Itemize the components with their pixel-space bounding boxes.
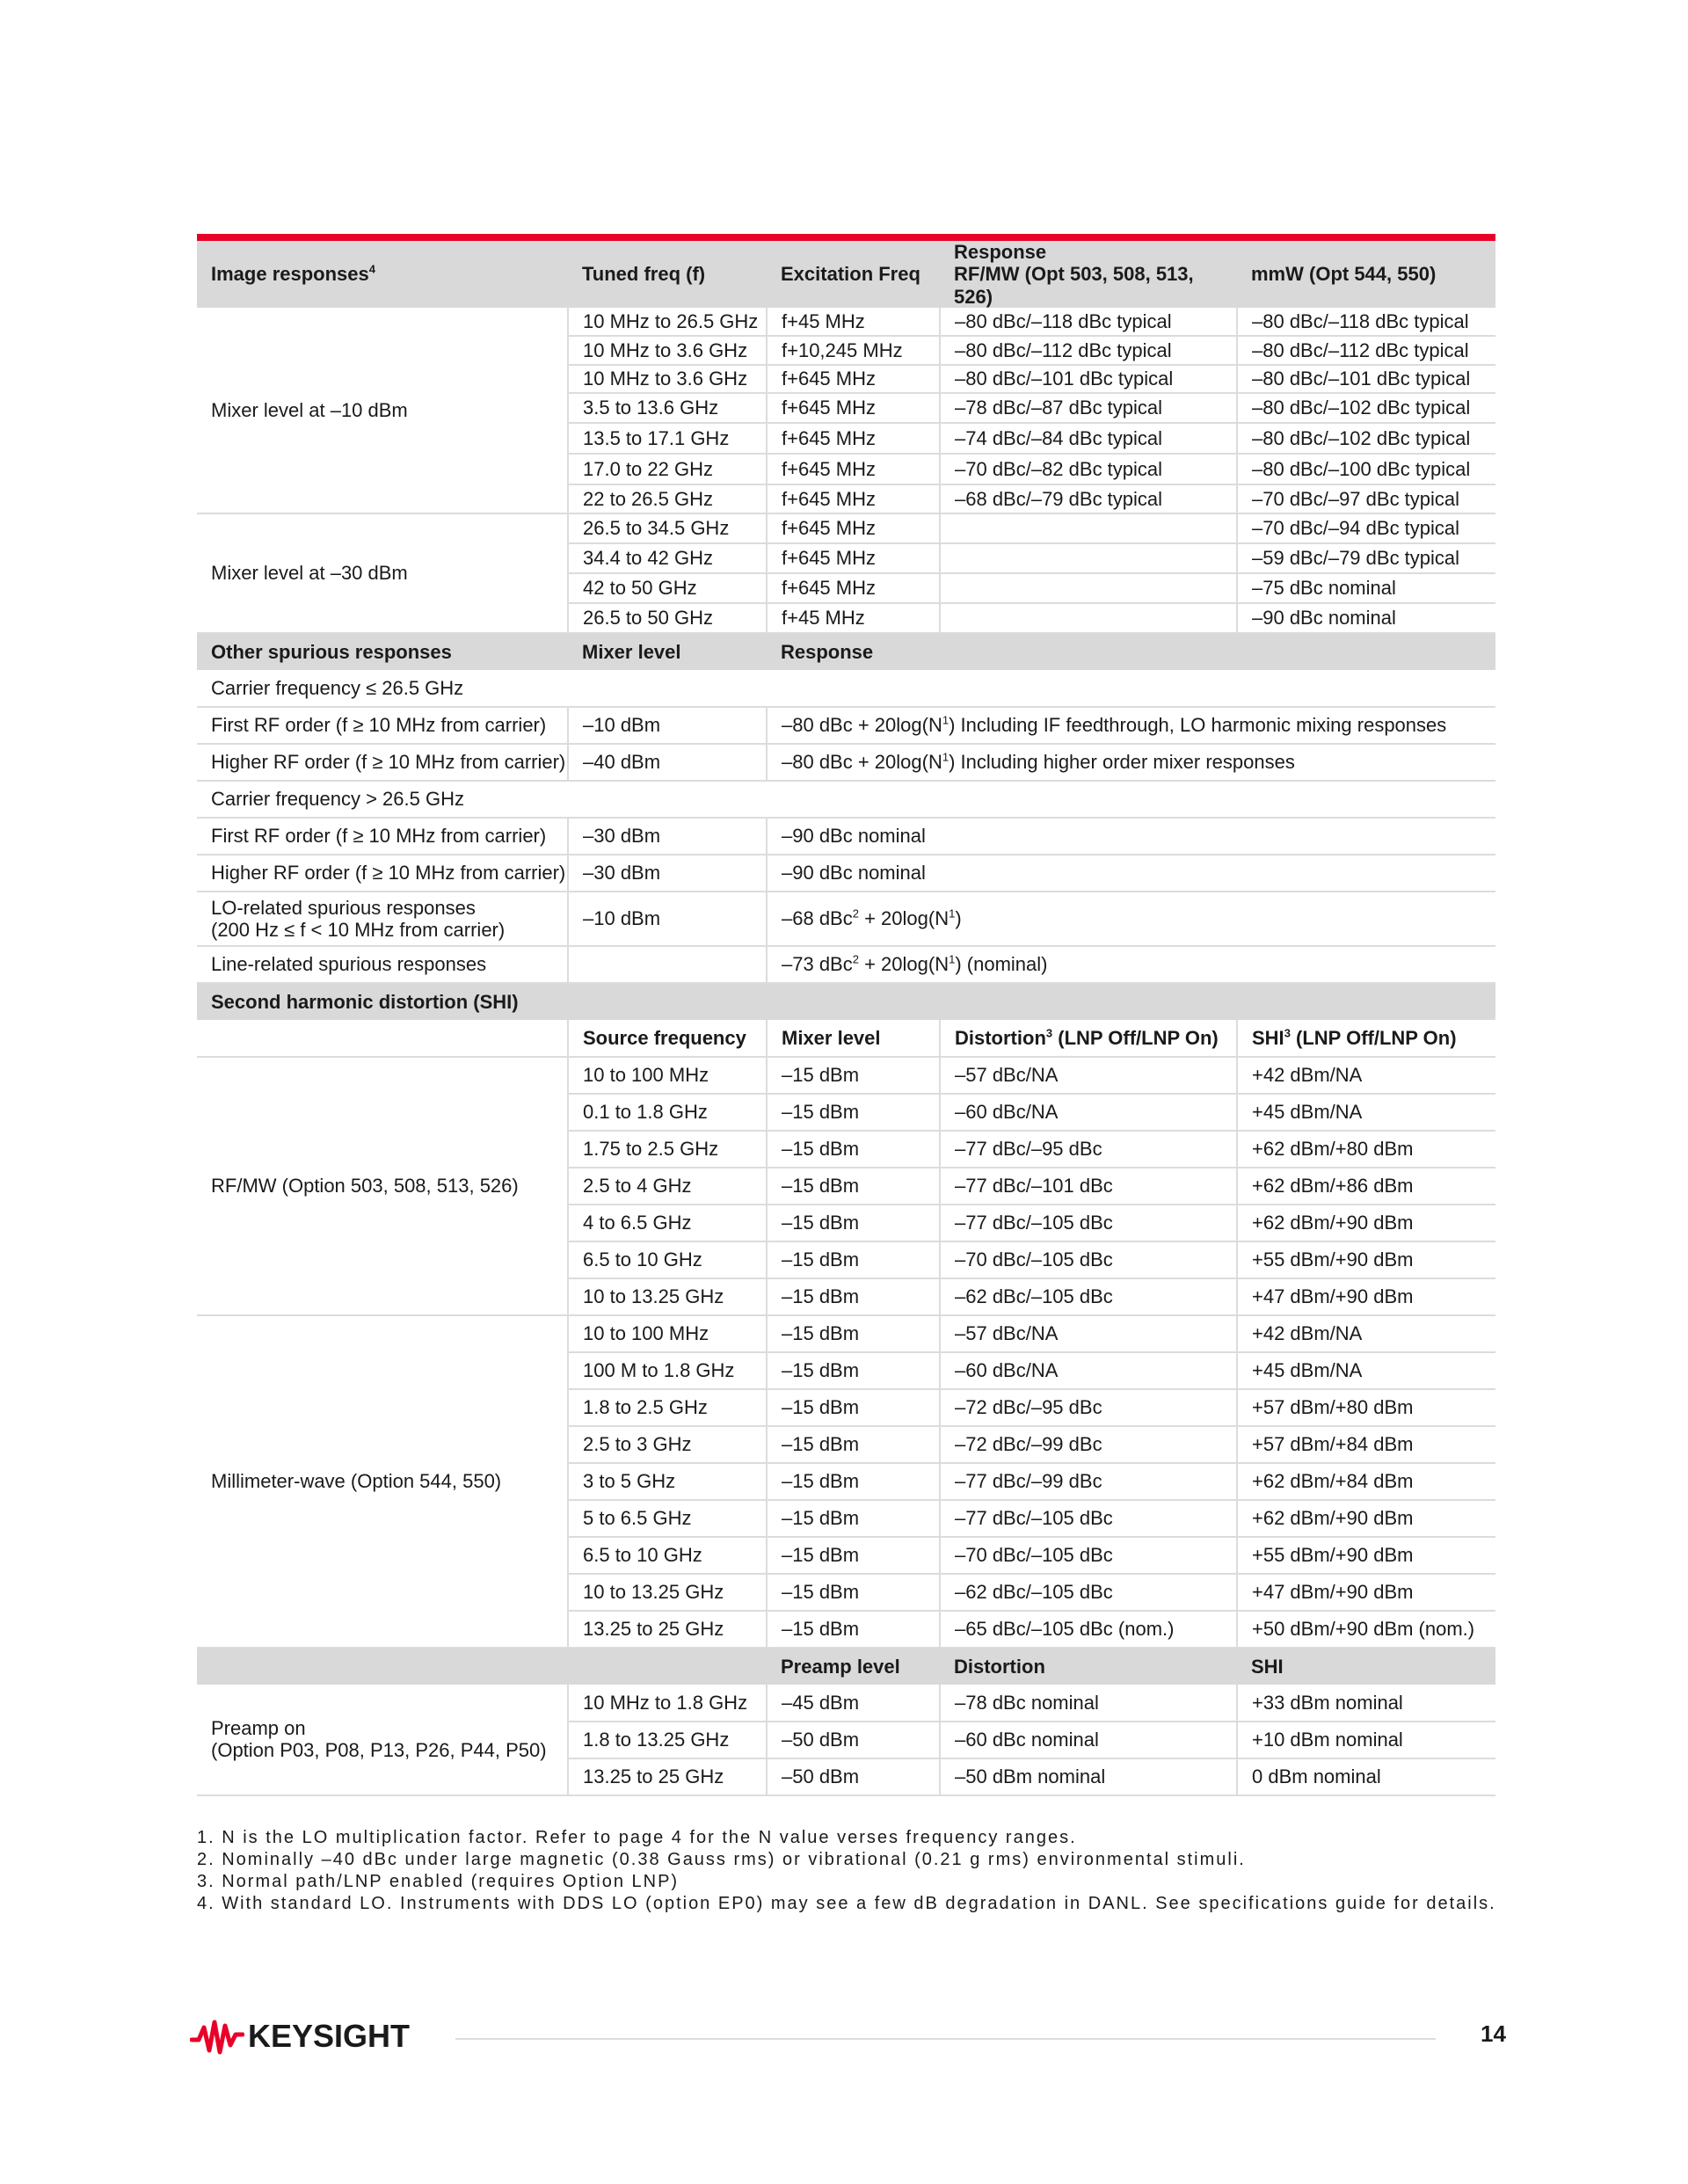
footnote-ref: 2: [852, 952, 859, 966]
preamp-level-cell: –50 dBm: [767, 1758, 940, 1795]
preamp-level-cell: –45 dBm: [767, 1685, 940, 1722]
shi-value-cell: +62 dBm/+80 dBm: [1237, 1131, 1495, 1168]
source-frequency-cell: 4 to 6.5 GHz: [568, 1205, 767, 1241]
mixer-level-cell: –15 dBm: [767, 1131, 940, 1168]
mixer-level-cell: –15 dBm: [767, 1094, 940, 1131]
text-part: ) Including IF feedthrough, LO harmonic mixing responses: [949, 714, 1447, 737]
shi-value-cell: +57 dBm/+80 dBm: [1237, 1389, 1495, 1426]
shi-value-cell: +55 dBm/+90 dBm: [1237, 1537, 1495, 1574]
image-response-row: [197, 308, 1495, 336]
tuned-freq-cell: 34.4 to 42 GHz: [568, 543, 767, 573]
tuned-freq-cell: 26.5 to 34.5 GHz: [568, 513, 767, 543]
source-frequency-header: Source frequency: [568, 1020, 767, 1057]
mixer-level-cell: –15 dBm: [767, 1352, 940, 1389]
distortion-cell: –77 dBc/–95 dBc: [940, 1131, 1237, 1168]
label-line: LO-related spurious responses: [211, 896, 476, 919]
mixer-level-cell: –10 dBm: [568, 707, 767, 744]
source-frequency-cell: 13.25 to 25 GHz: [568, 1611, 767, 1648]
source-frequency-cell: 6.5 to 10 GHz: [568, 1537, 767, 1574]
lo-related-row: [197, 892, 1495, 946]
shi-value-cell: +62 dBm/+90 dBm: [1237, 1205, 1495, 1241]
other-spurious-title: Other spurious responses: [197, 633, 568, 670]
tuned-freq-cell: 10 MHz to 26.5 GHz: [568, 308, 767, 336]
spur-label: Higher RF order (f ≥ 10 MHz from carrier): [197, 744, 568, 781]
distortion-cell: –78 dBc nominal: [940, 1685, 1237, 1722]
mixer-level-cell: –15 dBm: [767, 1574, 940, 1611]
source-frequency-cell: 10 to 13.25 GHz: [568, 1278, 767, 1315]
shi-subheader: [197, 1020, 1495, 1057]
mmw-response-cell: –59 dBc/–79 dBc typical: [1237, 543, 1495, 573]
higher-rf-order-row: [197, 744, 1495, 781]
footer-rule: [455, 2038, 1436, 2040]
mmw-response-cell: –80 dBc/–100 dBc typical: [1237, 454, 1495, 484]
source-frequency-cell: 10 to 100 MHz: [568, 1057, 767, 1094]
mmw-response-cell: –70 dBc/–94 dBc typical: [1237, 513, 1495, 543]
response-mmw-header: mmW (Opt 544, 550): [1237, 241, 1495, 308]
spec-sheet: [197, 234, 1495, 1796]
rfmw-response-cell: –68 dBc/–79 dBc typical: [940, 484, 1237, 513]
tuned-freq-cell: 10 MHz to 3.6 GHz: [568, 336, 767, 365]
line-related-row: [197, 946, 1495, 983]
keysight-wave-icon: [190, 2017, 244, 2056]
mixer-level-header: Mixer level: [568, 633, 767, 670]
source-frequency-cell: 10 MHz to 1.8 GHz: [568, 1685, 767, 1722]
page-number: 14: [1481, 2020, 1506, 2047]
distortion-cell: –60 dBc/NA: [940, 1352, 1237, 1389]
rfmw-response-cell: –70 dBc/–82 dBc typical: [940, 454, 1237, 484]
first-rf-order-row: [197, 707, 1495, 744]
mmw-response-cell: –80 dBc/–101 dBc typical: [1237, 365, 1495, 393]
mixer-level-cell: –15 dBm: [767, 1241, 940, 1278]
mixer-level-cell: –15 dBm: [767, 1057, 940, 1094]
text-part: ) Including higher order mixer responses: [949, 751, 1295, 774]
shi-value-cell: +10 dBm nominal: [1237, 1722, 1495, 1758]
footnote: 3. Normal path/LNP enabled (requires Option LNP): [197, 1872, 680, 1891]
shi-value-cell: +62 dBm/+84 dBm: [1237, 1463, 1495, 1500]
keysight-logo: [190, 2017, 410, 2056]
footnote-ref: 1: [949, 906, 956, 921]
text-part: SHI: [1252, 1026, 1284, 1049]
mixer-level-cell: –15 dBm: [767, 1168, 940, 1205]
distortion-cell: –57 dBc/NA: [940, 1315, 1237, 1352]
excitation-freq-cell: f+645 MHz: [767, 513, 940, 543]
text-part: –68 dBc: [782, 907, 853, 930]
shi-value-cell: +50 dBm/+90 dBm (nom.): [1237, 1611, 1495, 1648]
response-rfmw-header: Response RF/MW (Opt 503, 508, 513, 526): [940, 241, 1237, 308]
mmw-response-cell: –80 dBc/–102 dBc typical: [1237, 423, 1495, 454]
shi-row: [197, 1315, 1495, 1352]
mixer-level-cell: –15 dBm: [767, 1278, 940, 1315]
distortion-cell: –50 dBm nominal: [940, 1758, 1237, 1795]
footnote-ref: 2: [852, 906, 859, 921]
footnotes: [197, 1827, 1498, 1915]
shi-value-cell: +45 dBm/NA: [1237, 1352, 1495, 1389]
rfmw-option-label: RF/MW (Option 503, 508, 513, 526): [197, 1057, 568, 1315]
shi-value-cell: +42 dBm/NA: [1237, 1315, 1495, 1352]
text-part: ): [955, 907, 962, 930]
mixer-level-cell: –15 dBm: [767, 1426, 940, 1463]
response-cell: [767, 892, 1495, 946]
tuned-freq-cell: 22 to 26.5 GHz: [568, 484, 767, 513]
rfmw-response-cell: –74 dBc/–84 dBc typical: [940, 423, 1237, 454]
distortion-cell: –77 dBc/–101 dBc: [940, 1168, 1237, 1205]
image-responses-header: [197, 241, 1495, 308]
higher-rf-order-row: [197, 855, 1495, 892]
rfmw-response-cell: [940, 543, 1237, 573]
mixer-level-cell: –15 dBm: [767, 1500, 940, 1537]
footnote-ref: 1: [942, 713, 950, 727]
tuned-freq-cell: 42 to 50 GHz: [568, 573, 767, 603]
excitation-freq-cell: f+45 MHz: [767, 308, 940, 336]
distortion-cell: –77 dBc/–105 dBc: [940, 1205, 1237, 1241]
label-line: (Option P03, P08, P13, P26, P44, P50): [211, 1739, 547, 1762]
mmw-response-cell: –80 dBc/–102 dBc typical: [1237, 393, 1495, 423]
distortion-cell: –65 dBc/–105 dBc (nom.): [940, 1611, 1237, 1648]
text-part: + 20log(N: [858, 907, 950, 930]
mmw-response-cell: –80 dBc/–112 dBc typical: [1237, 336, 1495, 365]
tuned-freq-cell: 13.5 to 17.1 GHz: [568, 423, 767, 454]
mixer-level-cell: –15 dBm: [767, 1315, 940, 1352]
mixer-level-cell: –30 dBm: [568, 818, 767, 855]
distortion-cell: –77 dBc/–105 dBc: [940, 1500, 1237, 1537]
shi-value-cell: +45 dBm/NA: [1237, 1094, 1495, 1131]
header-accent-bar: [197, 234, 1495, 241]
shi-header: [197, 983, 1495, 1020]
rfmw-response-cell: –80 dBc/–118 dBc typical: [940, 308, 1237, 336]
mixer-level-cell: –15 dBm: [767, 1389, 940, 1426]
rfmw-response-cell: –80 dBc/–112 dBc typical: [940, 336, 1237, 365]
mixer-level-label: Mixer level at –10 dBm: [197, 308, 568, 513]
mixer-level-cell: –30 dBm: [568, 855, 767, 892]
text-part: ) (nominal): [955, 953, 1048, 976]
distortion-cell: –70 dBc/–105 dBc: [940, 1537, 1237, 1574]
excitation-freq-cell: f+645 MHz: [767, 573, 940, 603]
mixer-level-cell: –15 dBm: [767, 1205, 940, 1241]
shi-value-cell: +62 dBm/+90 dBm: [1237, 1500, 1495, 1537]
preamp-label: [197, 1685, 568, 1795]
source-frequency-cell: 2.5 to 3 GHz: [568, 1426, 767, 1463]
response-cell: –90 dBc nominal: [767, 818, 1495, 855]
image-responses-title: Image responses$^4$: [197, 241, 568, 308]
source-frequency-cell: 13.25 to 25 GHz: [568, 1758, 767, 1795]
source-frequency-cell: 2.5 to 4 GHz: [568, 1168, 767, 1205]
response-cell: [767, 744, 1495, 781]
shi-value-cell: +57 dBm/+84 dBm: [1237, 1426, 1495, 1463]
excitation-freq-cell: f+645 MHz: [767, 393, 940, 423]
source-frequency-cell: 10 to 13.25 GHz: [568, 1574, 767, 1611]
source-frequency-cell: 6.5 to 10 GHz: [568, 1241, 767, 1278]
blank-cell: [197, 1020, 568, 1057]
carrier-frequency-label: Carrier frequency > 26.5 GHz: [197, 781, 1495, 818]
rfmw-response-cell: –80 dBc/–101 dBc typical: [940, 365, 1237, 393]
preamp-level-cell: –50 dBm: [767, 1722, 940, 1758]
excitation-freq-cell: f+645 MHz: [767, 365, 940, 393]
spur-label: Line-related spurious responses: [197, 946, 568, 983]
spur-label: [197, 892, 568, 946]
blank-cell: [197, 1648, 568, 1685]
shi-row: [197, 1057, 1495, 1094]
tuned-freq-cell: 26.5 to 50 GHz: [568, 603, 767, 633]
distortion-cell: –57 dBc/NA: [940, 1057, 1237, 1094]
source-frequency-cell: 3 to 5 GHz: [568, 1463, 767, 1500]
shi-value-cell: +47 dBm/+90 dBm: [1237, 1278, 1495, 1315]
response-cell: –90 dBc nominal: [767, 855, 1495, 892]
response-cell: [767, 946, 1495, 983]
footnote-ref: 1: [942, 750, 950, 764]
source-frequency-cell: 10 to 100 MHz: [568, 1315, 767, 1352]
distortion-cell: –72 dBc/–99 dBc: [940, 1426, 1237, 1463]
mixer-level-cell: –40 dBm: [568, 744, 767, 781]
distortion-cell: –60 dBc/NA: [940, 1094, 1237, 1131]
mmw-response-cell: –90 dBc nominal: [1237, 603, 1495, 633]
source-frequency-cell: 1.75 to 2.5 GHz: [568, 1131, 767, 1168]
shi-value-cell: +55 dBm/+90 dBm: [1237, 1241, 1495, 1278]
shi-value-cell: +47 dBm/+90 dBm: [1237, 1574, 1495, 1611]
text-part: Distortion: [955, 1026, 1046, 1049]
excitation-freq-cell: f+645 MHz: [767, 484, 940, 513]
label-line: Preamp on: [211, 1717, 306, 1740]
distortion-header: [940, 1020, 1237, 1057]
text-part: + 20log(N: [858, 953, 950, 976]
footnote-ref: 1: [949, 952, 956, 966]
response-cell: [767, 707, 1495, 744]
spur-label: First RF order (f ≥ 10 MHz from carrier): [197, 818, 568, 855]
rfmw-response-cell: –78 dBc/–87 dBc typical: [940, 393, 1237, 423]
distortion-cell: –62 dBc/–105 dBc: [940, 1278, 1237, 1315]
spur-label: Higher RF order (f ≥ 10 MHz from carrier): [197, 855, 568, 892]
mixer-level-cell: –15 dBm: [767, 1611, 940, 1648]
source-frequency-cell: 1.8 to 13.25 GHz: [568, 1722, 767, 1758]
preamp-level-header: Preamp level: [767, 1648, 940, 1685]
tuned-freq-cell: 3.5 to 13.6 GHz: [568, 393, 767, 423]
distortion-cell: –70 dBc/–105 dBc: [940, 1241, 1237, 1278]
rfmw-response-cell: [940, 603, 1237, 633]
footnote-ref: 3: [1045, 1026, 1053, 1040]
excitation-freq-cell: f+45 MHz: [767, 603, 940, 633]
image-response-row: [197, 513, 1495, 543]
footnote: 4. With standard LO. Instruments with DDS LO (option EP0) may see a few dB degradation in DANL. See specifications guide for details.: [197, 1894, 1496, 1913]
mixer-level-cell: –15 dBm: [767, 1463, 940, 1500]
shi-value-cell: +62 dBm/+86 dBm: [1237, 1168, 1495, 1205]
response-header: Response: [767, 633, 1495, 670]
rfmw-response-cell: [940, 513, 1237, 543]
mixer-level-cell: –10 dBm: [568, 892, 767, 946]
carrier-frequency-label: Carrier frequency ≤ 26.5 GHz: [197, 670, 1495, 707]
mmw-response-cell: –75 dBc nominal: [1237, 573, 1495, 603]
excitation-freq-cell: f+10,245 MHz: [767, 336, 940, 365]
excitation-freq-cell: f+645 MHz: [767, 454, 940, 484]
distortion-cell: –77 dBc/–99 dBc: [940, 1463, 1237, 1500]
shi-title: Second harmonic distortion (SHI): [197, 983, 1495, 1020]
blank-cell: [568, 1648, 767, 1685]
shi-value-cell: +33 dBm nominal: [1237, 1685, 1495, 1722]
mixer-level-label: Mixer level at –30 dBm: [197, 513, 568, 633]
spec-table-body: [197, 241, 1495, 1795]
mixer-level-cell: –15 dBm: [767, 1537, 940, 1574]
brand-name: KEYSIGHT: [248, 2018, 411, 2054]
excitation-freq-cell: f+645 MHz: [767, 543, 940, 573]
label-line: (200 Hz ≤ f < 10 MHz from carrier): [211, 918, 506, 941]
source-frequency-cell: 1.8 to 2.5 GHz: [568, 1389, 767, 1426]
mmw-response-cell: –70 dBc/–97 dBc typical: [1237, 484, 1495, 513]
tuned-freq-cell: 10 MHz to 3.6 GHz: [568, 365, 767, 393]
source-frequency-cell: 100 M to 1.8 GHz: [568, 1352, 767, 1389]
millimeter-wave-label: Millimeter-wave (Option 544, 550): [197, 1315, 568, 1648]
excitation-freq-cell: f+645 MHz: [767, 423, 940, 454]
text-part: –80 dBc + 20log(N: [782, 714, 942, 737]
shi-value-cell: +42 dBm/NA: [1237, 1057, 1495, 1094]
text-part: (LNP Off/LNP On): [1290, 1026, 1457, 1049]
first-rf-order-row: [197, 818, 1495, 855]
preamp-row: [197, 1685, 1495, 1722]
footnote: 1. N is the LO multiplication factor. Refer to page 4 for the N value verses frequency ranges.: [197, 1828, 1077, 1847]
source-frequency-cell: 5 to 6.5 GHz: [568, 1500, 767, 1537]
source-frequency-cell: 0.1 to 1.8 GHz: [568, 1094, 767, 1131]
spur-label: First RF order (f ≥ 10 MHz from carrier): [197, 707, 568, 744]
text-part: (LNP Off/LNP On): [1052, 1026, 1219, 1049]
page-footer: [190, 2017, 1512, 2070]
tuned-freq-header: Tuned freq (f): [568, 241, 767, 308]
tuned-freq-cell: 17.0 to 22 GHz: [568, 454, 767, 484]
carrier-frequency-row: [197, 781, 1495, 818]
carrier-frequency-row: [197, 670, 1495, 707]
excitation-freq-header: Excitation Freq: [767, 241, 940, 308]
shi-value-header: SHI: [1237, 1648, 1495, 1685]
distortion-cell: –60 dBc nominal: [940, 1722, 1237, 1758]
text-part: –80 dBc + 20log(N: [782, 751, 942, 774]
distortion-cell: –62 dBc/–105 dBc: [940, 1574, 1237, 1611]
spec-table: [197, 241, 1495, 1796]
shi-value-cell: 0 dBm nominal: [1237, 1758, 1495, 1795]
other-spurious-header: [197, 633, 1495, 670]
rfmw-response-cell: [940, 573, 1237, 603]
shi-value-header: [1237, 1020, 1495, 1057]
mixer-level-cell: [568, 946, 767, 983]
text-part: –73 dBc: [782, 953, 853, 976]
mmw-response-cell: –80 dBc/–118 dBc typical: [1237, 308, 1495, 336]
distortion-cell: –72 dBc/–95 dBc: [940, 1389, 1237, 1426]
mixer-level-header: Mixer level: [767, 1020, 940, 1057]
footnote-ref: 3: [1284, 1026, 1291, 1040]
distortion-header: Distortion: [940, 1648, 1237, 1685]
preamp-header: [197, 1648, 1495, 1685]
footnote: 2. Nominally –40 dBc under large magnetic (0.38 Gauss rms) or vibrational (0.21 g rms) environmental stimuli.: [197, 1850, 1246, 1869]
